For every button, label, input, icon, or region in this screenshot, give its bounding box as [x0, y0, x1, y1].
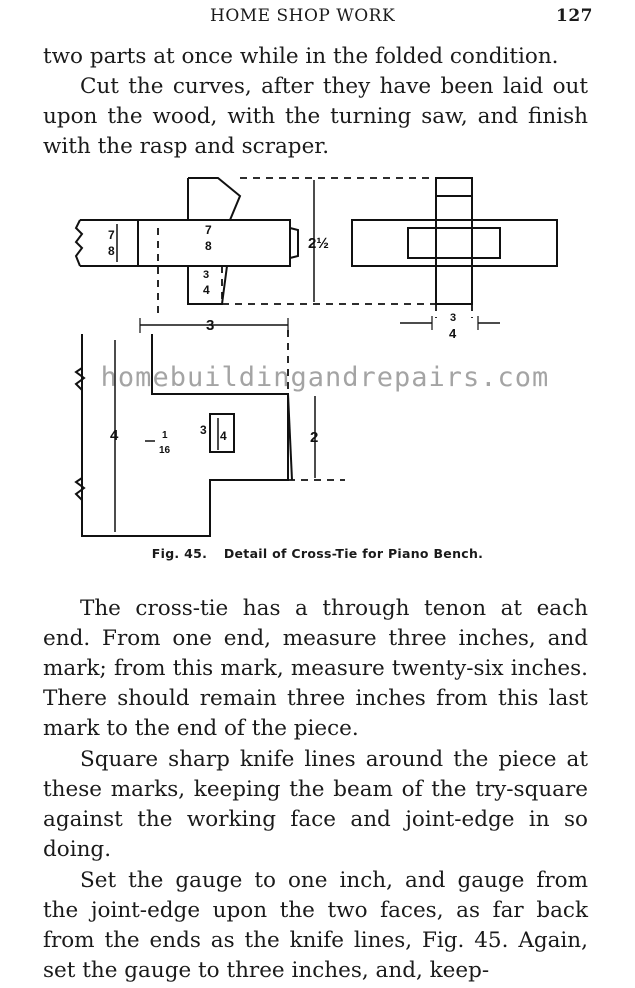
dim-inner-num: 7 [205, 223, 212, 237]
bottom-text-block [43, 594, 588, 987]
paragraph: The cross-tie has a through tenon at each end. From one end, measure three inches, and mark; from this mark, measure twenty-six inches. There should remain three inches from this last mark to the end of the piece. [43, 596, 588, 741]
dim-sixteenth-num: 1 [162, 430, 168, 441]
leg-upper-outline [188, 178, 240, 220]
cross-tie-figure [60, 168, 580, 543]
plan-rail-outline [352, 220, 557, 266]
rail-outline [80, 220, 290, 266]
dim-two-and-half: 2½ [308, 235, 329, 252]
top-text-block [43, 42, 588, 162]
dim-mortise-den: 4 [220, 429, 227, 443]
dimension-labels [108, 223, 457, 456]
dim-inner-den: 8 [205, 239, 212, 253]
paragraph: two parts at once while in the folded condition. [43, 44, 559, 69]
paragraph: Set the gauge to one inch, and gauge from the joint-edge upon the two faces, as far back from the ends as the knife lines, Fig. 45. Again, set the gauge to three inches, and, keep- [43, 868, 588, 983]
dim-two: 2 [310, 429, 319, 446]
dim-right-tf-den: 4 [449, 326, 457, 341]
dim-right-tf-num: 3 [450, 312, 457, 324]
dim-seven-num: 7 [108, 228, 115, 242]
rail-break-line [76, 220, 82, 266]
dim-four: 4 [110, 427, 119, 444]
plan-mortise-outline [408, 228, 500, 258]
caption-text: Detail of Cross-Tie for Piano Bench. [223, 546, 484, 561]
dim-seven-den: 8 [108, 244, 115, 258]
paragraph: Square sharp knife lines around the piece at these marks, keeping the beam of the try-square against the working face and joint-edge in so doing. [43, 747, 588, 862]
dim-mortise-num: 3 [200, 423, 207, 437]
dim-tf-den: 4 [203, 283, 210, 297]
dim-three: 3 [206, 317, 215, 334]
running-title: HOME SHOP WORK [210, 6, 396, 26]
cross-tie-drawing [60, 168, 580, 543]
dim-tf-num: 3 [203, 269, 210, 281]
running-header [0, 6, 635, 30]
page-number: 127 [556, 6, 593, 26]
watermark-text: homebuildingandrepairs.com [100, 362, 550, 393]
tenon-end [290, 228, 298, 258]
figure-caption [0, 546, 635, 561]
paragraph: Cut the curves, after they have been laid out upon the wood, with the turning saw, and finish with the rasp and scraper. [43, 74, 588, 159]
dim-sixteenth-den: 16 [159, 445, 171, 456]
caption-number: Fig. 45. [151, 546, 208, 561]
